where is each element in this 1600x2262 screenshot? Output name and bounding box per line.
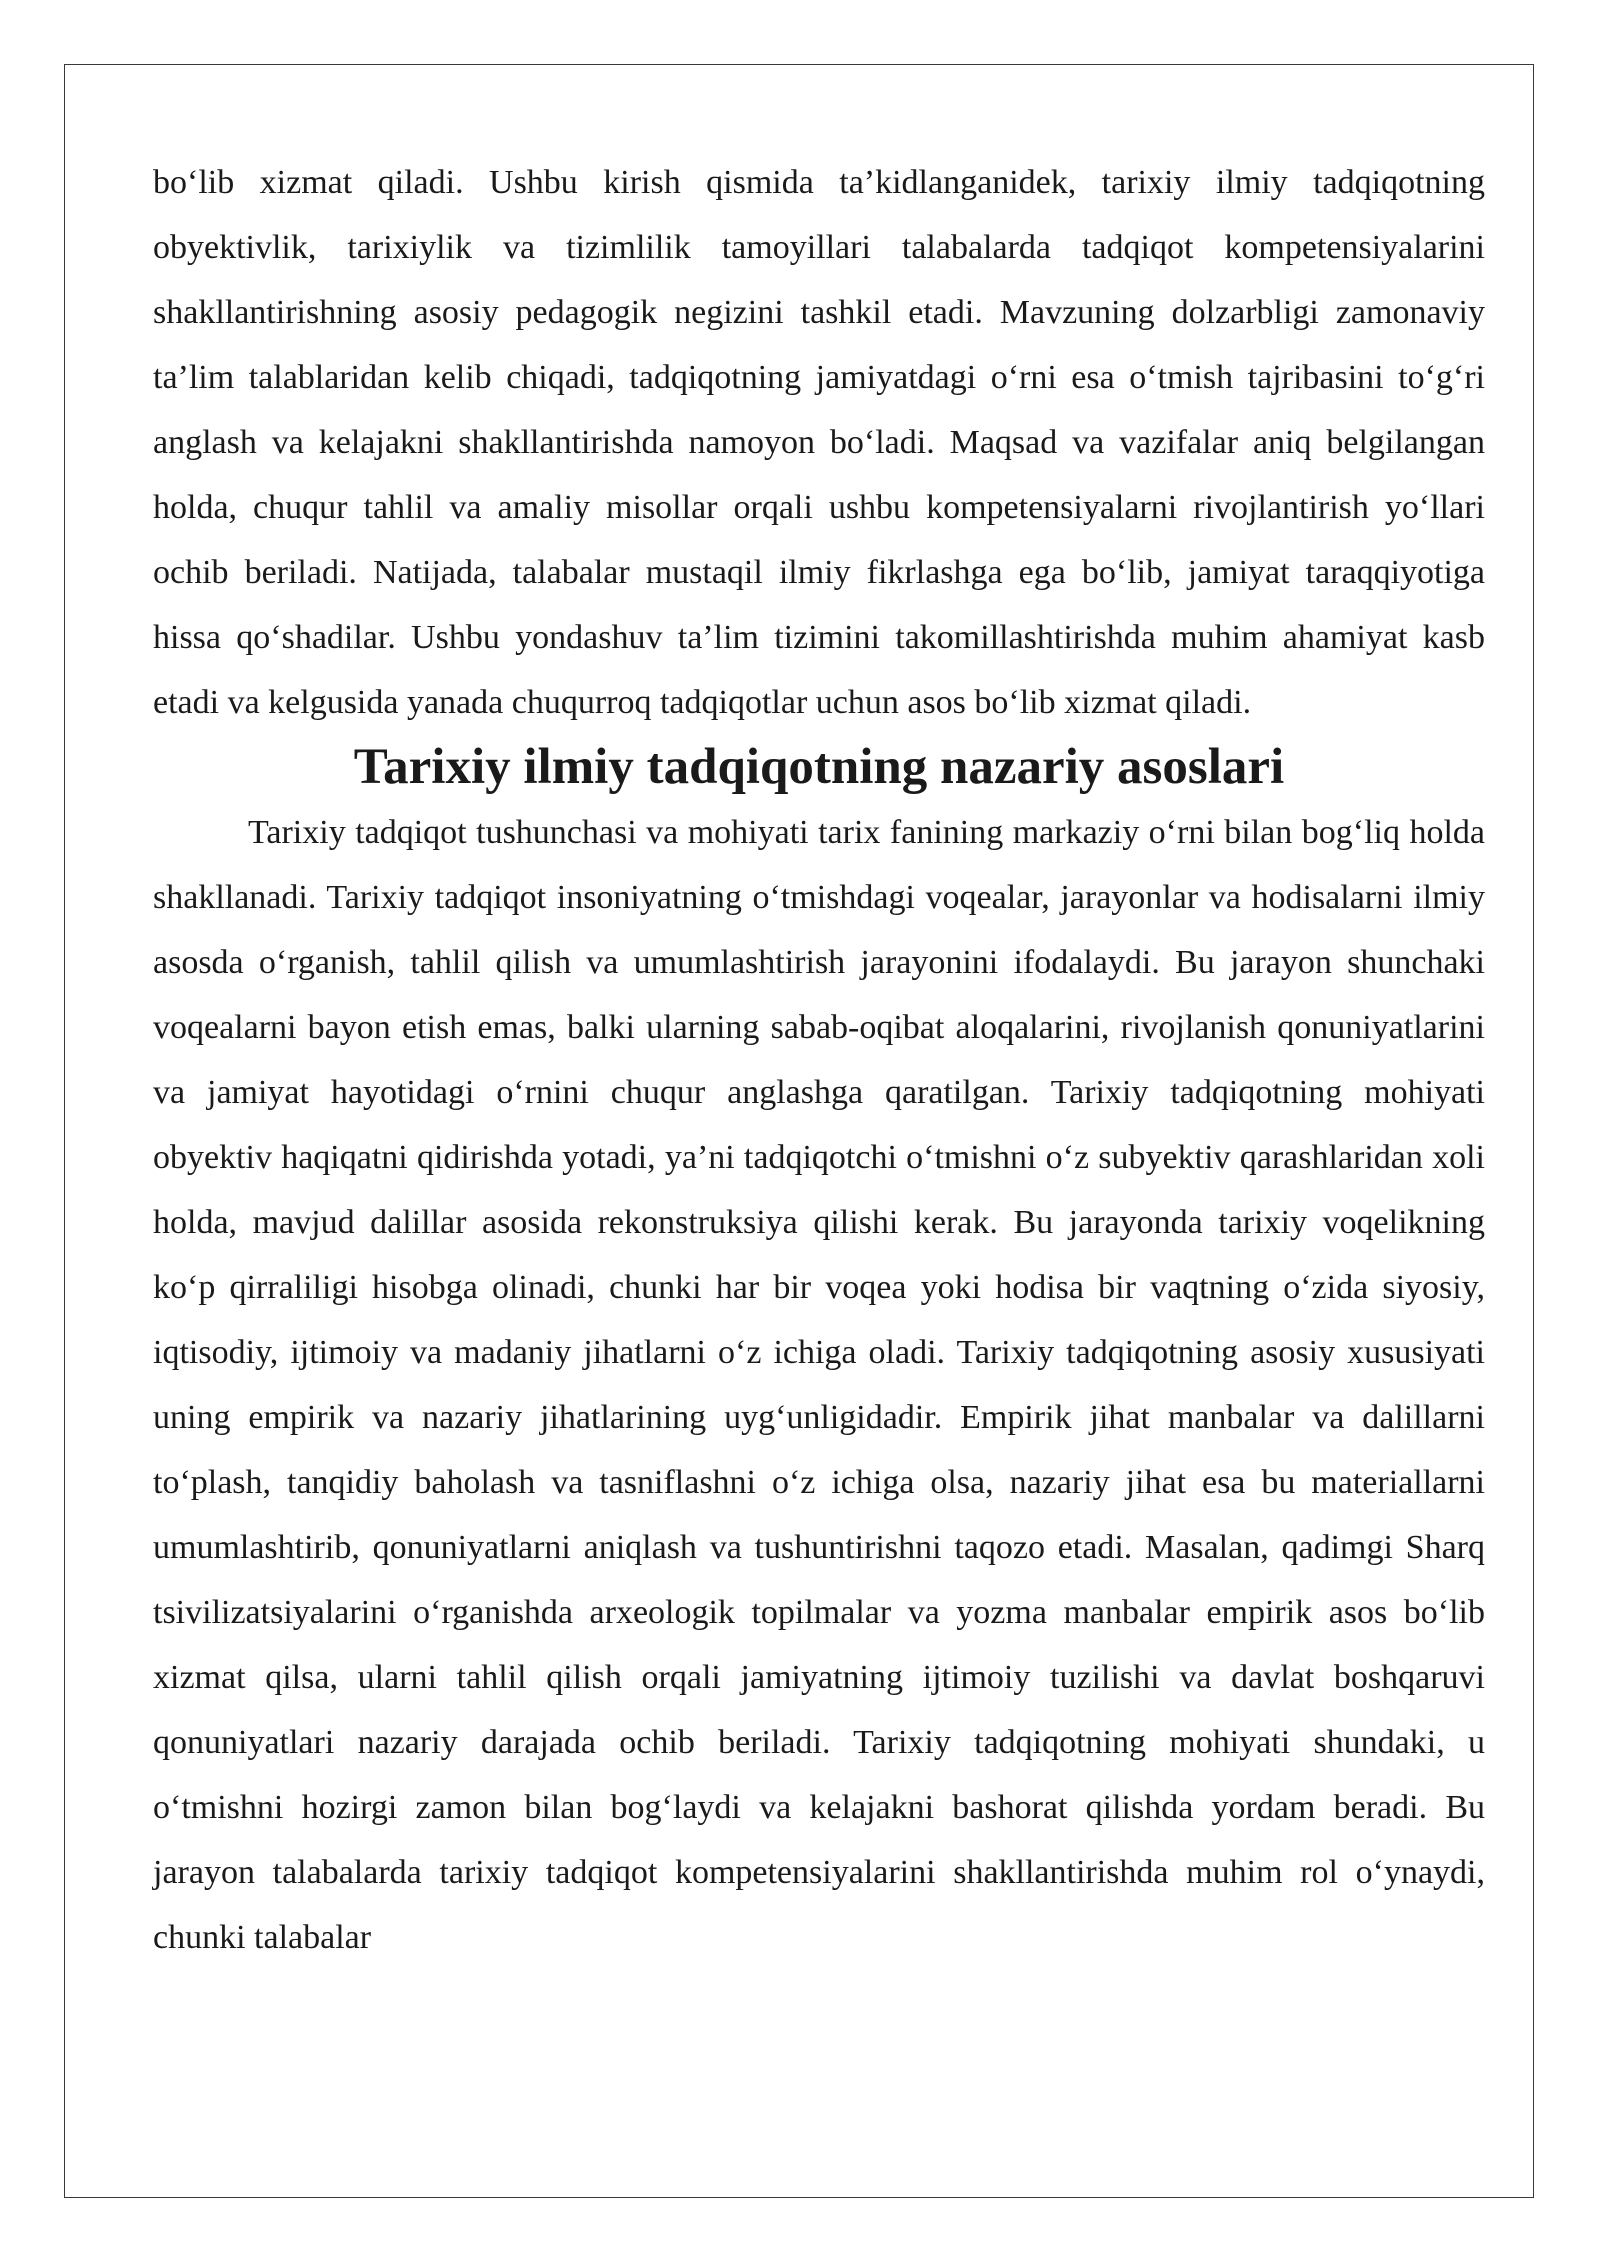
- page-content: [153, 150, 1485, 1970]
- section-heading: Tarixiy ilmiy tadqiqotning nazariy asoslari: [353, 739, 1285, 795]
- paragraph-intro-continuation: bo‘lib xizmat qiladi. Ushbu kirish qismida ta’kidlanganidek, tarixiy ilmiy tadqiqotning obyektivlik, tarixiylik va tizimlilik tamoyillari talabalarda tadqiqot kompetensiyalarini shakllantirishning asosiy pedagogik negizini tashkil etadi. Mavzuning dolzarbligi zamonaviy ta’lim talablaridan kelib chiqadi, tadqiqotning jamiyatdagi o‘rni esa o‘tmish tajribasini to‘g‘ri anglash va kelajakni shakllantirishda namoyon bo‘ladi. Maqsad va vazifalar aniq belgilangan holda, chuqur tahlil va amaliy misollar orqali ushbu kompetensiyalarni rivojlantirish yo‘llari ochib beriladi. Natijada, talabalar mustaqil ilmiy fikrlashga ega bo‘lib, jamiyat taraqqiyotiga hissa qo‘shadilar. Ushbu yondashuv ta’lim tizimini takomillashtirishda muhim ahamiyat kasb etadi va kelgusida yanada chuqurroq tadqiqotlar uchun asos bo‘lib xizmat qiladi.: [153, 164, 1485, 721]
- paragraph-body: Tarixiy tadqiqot tushunchasi va mohiyati tarix fanining markaziy o‘rni bilan bog‘liq holda shakllanadi. Tarixiy tadqiqot insoniyatning o‘tmishdagi voqealar, jarayonlar va hodisalarni ilmiy asosda o‘rganish, tahlil qilish va umumlashtirish jarayonini ifodalaydi. Bu jarayon shunchaki voqealarni bayon etish emas, balki ularning sabab-oqibat aloqalarini, rivojlanish qonuniyatlarini va jamiyat hayotidagi o‘rnini chuqur anglashga qaratilgan. Tarixiy tadqiqotning mohiyati obyektiv haqiqatni qidirishda yotadi, ya’ni tadqiqotchi o‘tmishni o‘z subyektiv qarashlaridan xoli holda, mavjud dalillar asosida rekonstruksiya qilishi kerak. Bu jarayonda tarixiy voqelikning ko‘p qirraliligi hisobga olinadi, chunki har bir voqea yoki hodisa bir vaqtning o‘zida siyosiy, iqtisodiy, ijtimoiy va madaniy jihatlarni o‘z ichiga oladi. Tarixiy tadqiqotning asosiy xususiyati uning empirik va nazariy jihatlarining uyg‘unligidadir. Empirik jihat manbalar va dalillarni to‘plash, tanqidiy baholash va tasniflashni o‘z ichiga olsa, nazariy jihat esa bu materiallarni umumlashtirib, qonuniyatlarni aniqlash va tushuntirishni taqozo etadi. Masalan, qadimgi Sharq tsivilizatsiyalarini o‘rganishda arxeologik topilmalar va yozma manbalar empirik asos bo‘lib xizmat qilsa, ularni tahlil qilish orqali jamiyatning ijtimoiy tuzilishi va davlat boshqaruvi qonuniyatlari nazariy darajada ochib beriladi. Tarixiy tadqiqotning mohiyati shundaki, u o‘tmishni hozirgi zamon bilan bog‘laydi va kelajakni bashorat qilishda yordam beradi. Bu jarayon talabalarda tarixiy tadqiqot kompetensiyalarini shakllantirishda muhim rol o‘ynaydi, chunki talabalar: [153, 814, 1485, 1956]
